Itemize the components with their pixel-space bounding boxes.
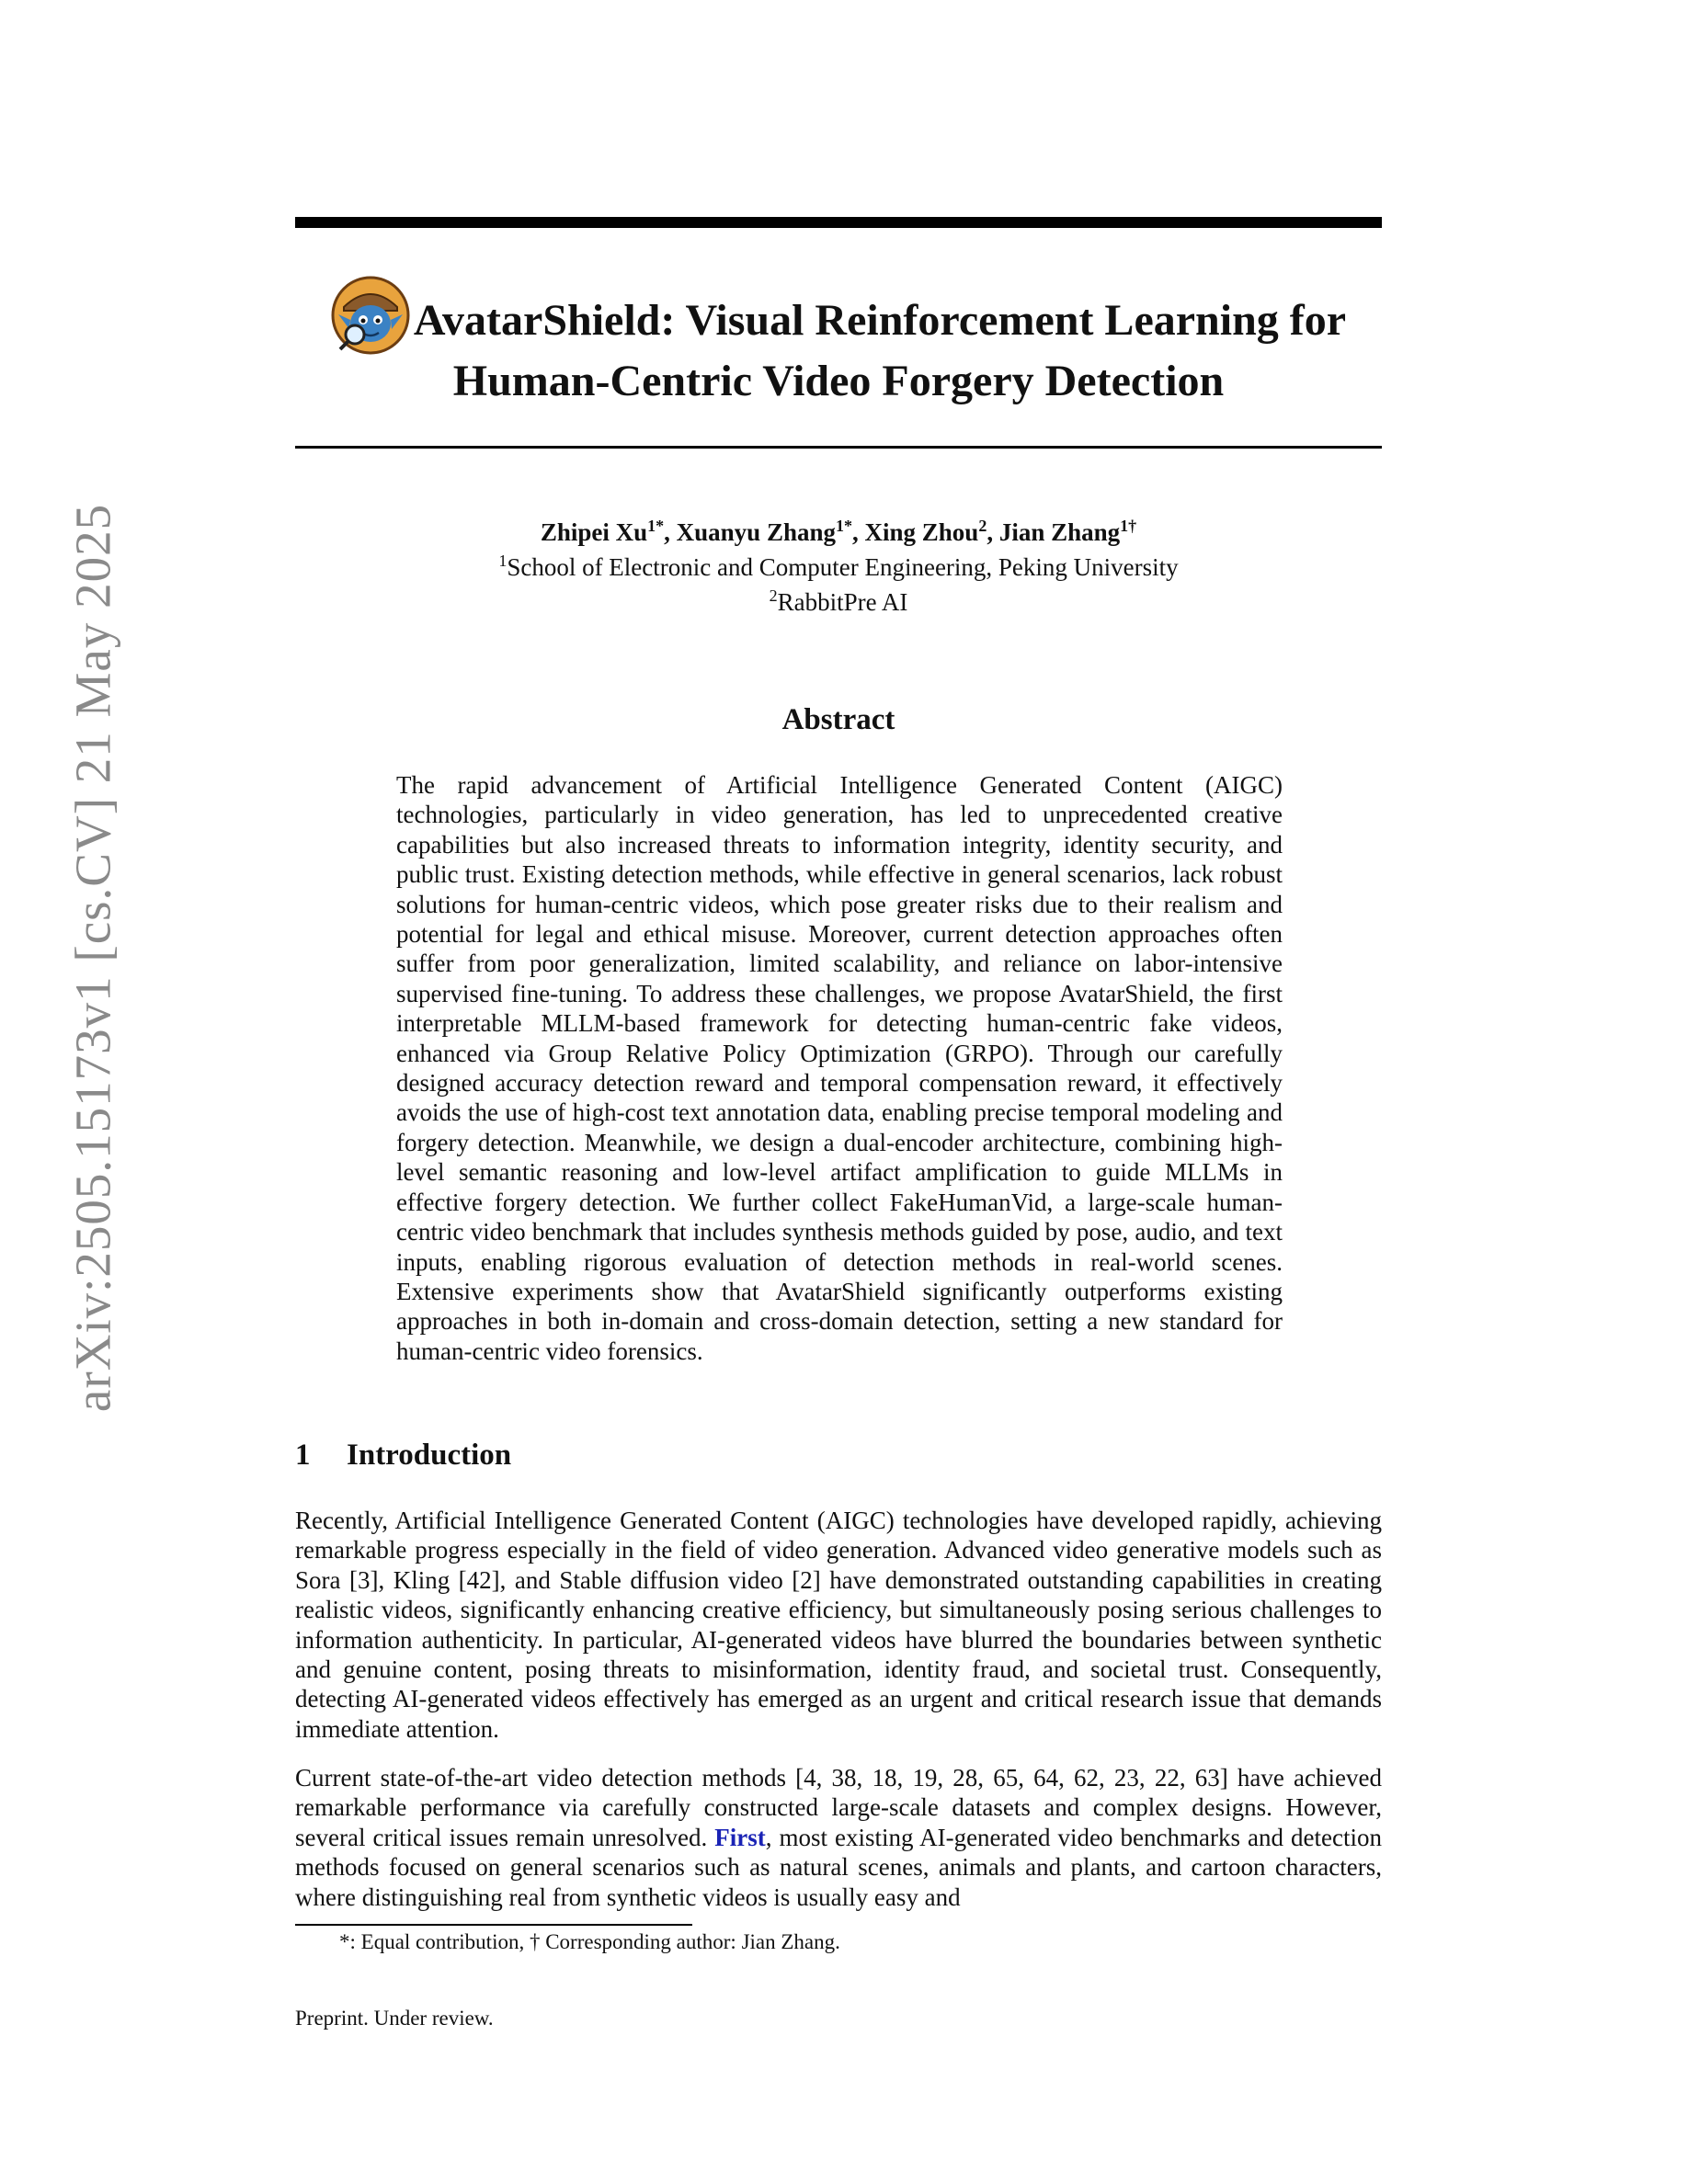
first-link[interactable]: First bbox=[714, 1823, 766, 1851]
author-block bbox=[295, 515, 1382, 620]
affiliation-2 bbox=[295, 585, 1382, 620]
intro-paragraph-2 bbox=[295, 1763, 1382, 1912]
author-names: Zhipei $Xu^{1*}$, Xuanyu Zhang$^{1*}$, Xing Zhou$^2$, Jian Zhang$^{1\dagger}$ bbox=[540, 517, 1137, 546]
author-name: Jian Zhang bbox=[998, 518, 1121, 546]
footnote: *: Equal contribution, † Corresponding author: Jian Zhang. bbox=[339, 1930, 840, 1953]
affiliation-1 bbox=[295, 550, 1382, 585]
arxiv-identifier: arXiv:2505.15173v1 [cs.CV] 21 May 2025 bbox=[64, 503, 121, 1413]
author-name: Zhipei Xu bbox=[540, 518, 648, 546]
paragraph-text: Current state-of-the-art video detection methods [4, 38, 18, 19, 28, 65, 64, 62, 23, 22, 63] have achieved remarkable performance via carefully constructed large-scale datasets and complex designs. However, several critical issues remain unresolved. bbox=[295, 1764, 1382, 1851]
abstract-body: The rapid advancement of Artificial Intelligence Generated Content (AIGC) technologies, particularly in video generation, has led to unprecedented creative capabilities but also increased threats to information integrity, identity security, and public trust. Existing detection methods, while effective in general scenarios, lack robust solutions for human-centric videos, which pose greater risks due to their realism and potential for legal and ethical misuse. Moreover, current detection approaches often suffer from poor generalization, limited scalability, and reliance on labor-intensive supervised fine-tuning. To address these challenges, we propose AvatarShield, the first interpretable MLLM-based framework for detecting human-centric fake videos, enhanced via Group Relative Policy Optimization (GRPO). Through our carefully designed accuracy detection reward and temporal compensation reward, it effectively avoids the use of high-cost text annotation data, enabling precise temporal modeling and forgery detection. Meanwhile, we design a dual-encoder architecture, combining high-level semantic reasoning and low-level artifact amplification to guide MLLMs in effective forgery detection. We further collect FakeHumanVid, a large-scale human-centric video benchmark that includes synthesis methods guided by pose, audio, and text inputs, enabling rigorous evaluation of detection methods in real-world scenes. Extensive experiments show that AvatarShield significantly outperforms existing approaches in both in-domain and cross-domain detection, setting a new standard for human-centric video forensics. bbox=[396, 771, 1283, 1365]
author-superscript: 1* bbox=[836, 517, 852, 535]
author-name: Xing Zhou bbox=[864, 518, 979, 546]
paragraph-text: , most existing AI-generated video benchmarks and detection methods focused on general scenarios such as natural scenes, animals and plants, and cartoon characters, where distinguishing real from synthetic videos is usually easy and bbox=[295, 1823, 1382, 1911]
title-top-rule bbox=[295, 217, 1382, 228]
intro-paragraph-1: Recently, Artificial Intelligence Generated Content (AIGC) technologies have developed rapidly, achieving remarkable progress especially in the field of video generation. Advanced video generative models such as Sora [3], Kling [42], and Stable diffusion video [2] have demonstrated outstanding capabilities in creating realistic videos, significantly enhancing creative efficiency, but simultaneously posing serious challenges to information authenticity. In particular, AI-generated videos have blurred the boundaries between synthetic and genuine content, posing threats to misinformation, identity fraud, and societal trust. Consequently, detecting AI-generated videos effectively has emerged as an urgent and critical research issue that demands immediate attention. bbox=[295, 1507, 1382, 1743]
affiliation-superscript: 2 bbox=[769, 586, 778, 605]
footnote-divider bbox=[295, 1924, 692, 1926]
abstract-heading: Abstract bbox=[781, 703, 895, 736]
affiliation-superscript: 1 bbox=[498, 552, 508, 570]
title-line-1 bbox=[295, 294, 1382, 355]
avatarshield-logo-icon bbox=[331, 276, 410, 355]
author-superscript: 2 bbox=[978, 517, 987, 535]
section-title: Introduction bbox=[347, 1439, 512, 1472]
affiliation-text: RabbitPre AI bbox=[777, 588, 908, 616]
affiliation-text: School of Electronic and Computer Engineering, Peking University bbox=[507, 553, 1179, 581]
section-heading-introduction bbox=[295, 1439, 511, 1473]
section-number: 1 bbox=[295, 1439, 311, 1472]
author-superscript: 1† bbox=[1120, 517, 1137, 535]
preprint-footer: Preprint. Under review. bbox=[295, 2007, 494, 2030]
author-name: Xuanyu Zhang bbox=[676, 518, 836, 546]
title-bottom-rule bbox=[295, 446, 1382, 449]
title-text-line-1: AvatarShield: Visual Reinforcement Learning for bbox=[413, 296, 1347, 346]
title-line-2: Human-Centric Video Forgery Detection bbox=[452, 357, 1225, 405]
author-superscript: 1* bbox=[647, 517, 665, 535]
paper-title bbox=[295, 294, 1382, 408]
